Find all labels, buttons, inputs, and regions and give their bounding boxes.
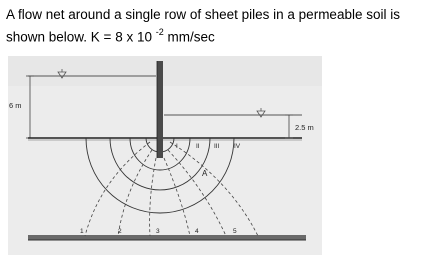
- point-a-label: A: [202, 169, 208, 178]
- sheet-pile: [157, 61, 163, 158]
- equipotential-label-1: I: [176, 143, 178, 150]
- flow-net-figure: [0, 50, 431, 260]
- channel-label-1: 1: [80, 228, 84, 235]
- question-text: [6, 5, 428, 47]
- downstream-depth-label: 2.5 m: [295, 123, 314, 132]
- channel-label-3: 3: [156, 228, 160, 235]
- question-text-main: A flow net around a single row of sheet piles in a permeable soil is shown below. K = 8 x 10: [6, 7, 400, 45]
- equipotential-label-4: IV: [234, 143, 241, 150]
- figure-background-shade: [8, 56, 322, 86]
- exponent: -2: [155, 27, 164, 37]
- question-units: mm/sec: [163, 29, 215, 45]
- upstream-depth-label: 6 m: [9, 101, 22, 110]
- equipotential-label-3: III: [214, 143, 220, 150]
- channel-label-4: 4: [195, 228, 199, 235]
- channel-label-5: 5: [233, 228, 237, 235]
- impermeable-layer: [28, 235, 306, 240]
- equipotential-label-2: II: [196, 143, 200, 150]
- channel-label-2: 2: [118, 228, 122, 235]
